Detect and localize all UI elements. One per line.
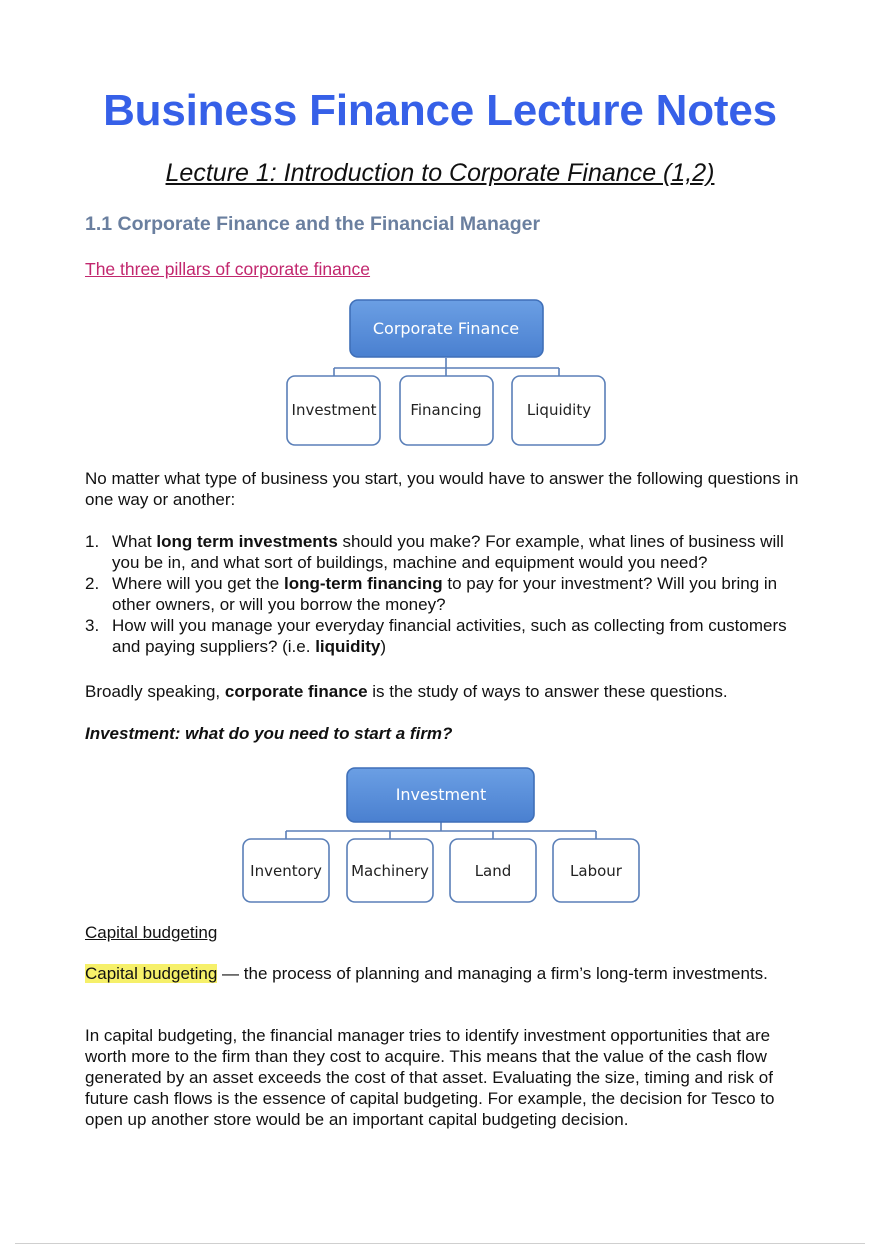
investment-heading: Investment: what do you need to start a firm? [85, 724, 453, 743]
corporate-finance-diagram [280, 292, 615, 454]
diagram2-connectors [286, 822, 596, 839]
diagram2-child-land [450, 839, 536, 902]
diagram1-root-label: Corporate Finance [372, 319, 520, 338]
list-text: What [112, 532, 157, 551]
broadly-bold: corporate finance [224, 682, 368, 701]
list-item [85, 615, 805, 657]
diagram2-child-inventory [243, 839, 329, 902]
footer-divider [15, 1243, 865, 1244]
list-bold: long-term financing [283, 574, 443, 593]
diagram1-child-label: Investment [291, 401, 377, 419]
list-number: 1. [85, 532, 100, 551]
lecture-subtitle: Lecture 1: Introduction to Corporate Finance (1,2) [165, 159, 715, 187]
broadly-paragraph [85, 681, 805, 702]
list-item [85, 531, 805, 573]
list-text: How will you manage your everyday financial activities, such as collecting from customers and paying suppliers? (i.e. [112, 616, 787, 656]
diagram1-child-label: Liquidity [526, 401, 592, 419]
list-text: ) [380, 637, 387, 656]
investment-diagram [236, 760, 646, 910]
questions-list [85, 531, 805, 657]
highlighted-term: Capital budgeting [85, 964, 218, 983]
list-number: 3. [85, 616, 100, 635]
definition-paragraph [85, 963, 805, 984]
list-text: should you make? For example, what lines of business will you be in, and what sort of buildings, machine and equipment would you need? [112, 532, 784, 572]
list-bold: liquidity [315, 637, 381, 656]
intro-paragraph: No matter what type of business you start, you would have to answer the following questions in one way or another: [85, 469, 799, 509]
page-title: Business Finance Lecture Notes [103, 86, 777, 135]
diagram2-child-label: Labour [570, 862, 622, 880]
diagram2-root-label: Investment [395, 785, 487, 804]
list-bold: long term investments [156, 532, 338, 551]
pillars-link[interactable]: The three pillars of corporate finance [85, 259, 371, 279]
diagram2-child-label: Inventory [250, 862, 322, 880]
diagram1-child-liquidity [512, 376, 605, 445]
diagram2-root-node [347, 768, 534, 822]
diagram2-child-machinery [347, 839, 433, 902]
list-text: Where will you get the [112, 574, 284, 593]
diagram2-child-label: Land [474, 862, 512, 880]
capital-budgeting-heading: Capital budgeting [85, 923, 218, 942]
broadly-text: Broadly speaking, [85, 682, 225, 701]
diagram1-child-label: Financing [410, 401, 482, 419]
broadly-text: is the study of ways to answer these questions. [367, 682, 728, 701]
list-text: to pay for your investment? Will you bring in other owners, or will you borrow the money? [112, 574, 778, 614]
diagram2-child-labour [553, 839, 639, 902]
diagram1-connectors [334, 358, 559, 376]
diagram1-child-financing [400, 376, 493, 445]
capital-budgeting-paragraph: In capital budgeting, the financial manager tries to identify investment opportunities that are worth more to the firm than they cost to acquire. This means that the value of the cash flow generated by an asset exceeds the cost of that asset. Evaluating the size, timing and risk of future cash flows is the essence of capital budgeting. For example, the decision for Tesco to open up another store would be an important capital budgeting decision. [85, 1026, 775, 1129]
diagram1-root-node [350, 300, 543, 357]
list-item [85, 573, 805, 615]
diagram2-child-label: Machinery [351, 862, 429, 880]
list-number: 2. [85, 574, 100, 593]
section-heading: 1.1 Corporate Finance and the Financial Manager [85, 213, 541, 235]
diagram1-child-investment [287, 376, 380, 445]
definition-text: — the process of planning and managing a firm’s long-term investments. [217, 964, 768, 983]
